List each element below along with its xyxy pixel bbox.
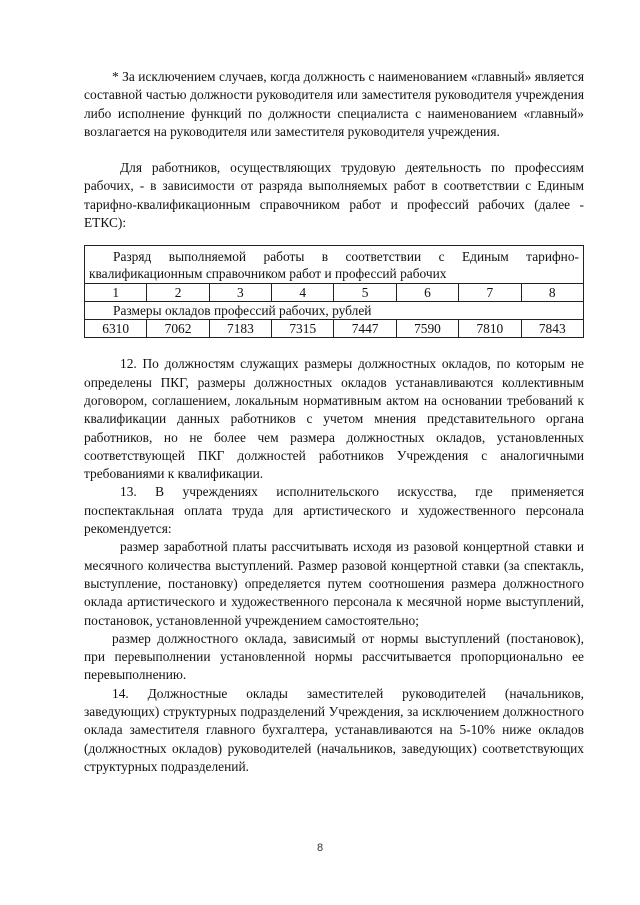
grade-row [85,284,584,302]
table-header-row [85,246,584,284]
intro-paragraph: Для работников, осуществляющих трудовую деятельность по профессиям рабочих, - в зависимости от разряда выполняемых работ в соответствии с Единым тарифно-квалификационным справочником работ и профессий рабочих (далее - ЕТКС): [84,160,584,231]
salary-cell: 7590 [396,320,458,338]
salary-row [85,320,584,338]
grade-cell: 5 [334,284,396,302]
grade-cell: 2 [147,284,209,302]
grade-cell: 7 [459,284,521,302]
salary-cell: 7183 [209,320,271,338]
paragraph-12: 12. По должностям служащих размеры должностных окладов, по которым не определены ПКГ, размеры должностных окладов устанавливаются коллективным договором, соглашением, локальным нормативным актом на основании требований к квалификации данных работников с учетом мнения представительного органа работников, но не более чем размера должностных окладов, установленных соответствующей ПКГ должностей работников Учреждения с аналогичными требованиями к квалификации. [84,356,584,482]
table-subheader-row [85,302,584,320]
salary-cell: 7315 [272,320,334,338]
salary-table [84,245,584,338]
grade-cell: 8 [521,284,583,302]
grade-cell: 3 [209,284,271,302]
page-number: 8 [316,842,324,854]
paragraph-13: 13. В учреждениях исполнительского искусства, где применяется поспектакльная оплата труда для артистического и художественного персонала рекомендуется: [84,484,584,537]
table-subheader-cell: Размеры окладов профессий рабочих, рублей [85,302,584,320]
salary-cell: 7843 [521,320,583,338]
salary-cell: 7447 [334,320,396,338]
salary-cell: 6310 [85,320,147,338]
grade-cell: 4 [272,284,334,302]
paragraph-gap [84,141,584,159]
salary-cell: 7062 [147,320,209,338]
paragraph-13-item-1: размер заработной платы рассчитывать исходя из разовой концертной ставки и месячного количества выступлений. Размер разовой концертной ставки (за спектакль, выступление, постановку) определяется путем соотношения размера должностного оклада артистического и художественного персонала к месячной норме выступлений, постановок, установленной учреждением самостоятельно; [84,539,584,628]
grade-cell: 1 [85,284,147,302]
grade-cell: 6 [396,284,458,302]
paragraph-13-item-2: размер должностного оклада, зависимый от нормы выступлений (постановок), при перевыполнении установленной нормы рассчитывается пропорционально ее перевыполнению. [84,630,584,683]
paragraph-14: 14. Должностные оклады заместителей руководителей (начальников, заведующих) структурных подразделений Учреждения, за исключением должностного оклада заместителя главного бухгалтера, устанавливаются на 5-10% ниже окладов (должностных окладов) руководителей (начальников, заведующих) соответствующих структурных подразделений. [84,685,584,774]
salary-cell: 7810 [459,320,521,338]
footnote-paragraph: * За исключением случаев, когда должность с наименованием «главный» является составной частью должности руководителя или заместителя руководителя учреждения либо исполнение функций по должности специалиста с наименованием «главный» возлагается на руководителя или заместителя руководителя учреждения. [84,69,584,139]
table-header-cell: Разряд выполняемой работы в соответствии с Единым тарифно-квалификационным справочником работ и профессий рабочих [85,246,584,284]
